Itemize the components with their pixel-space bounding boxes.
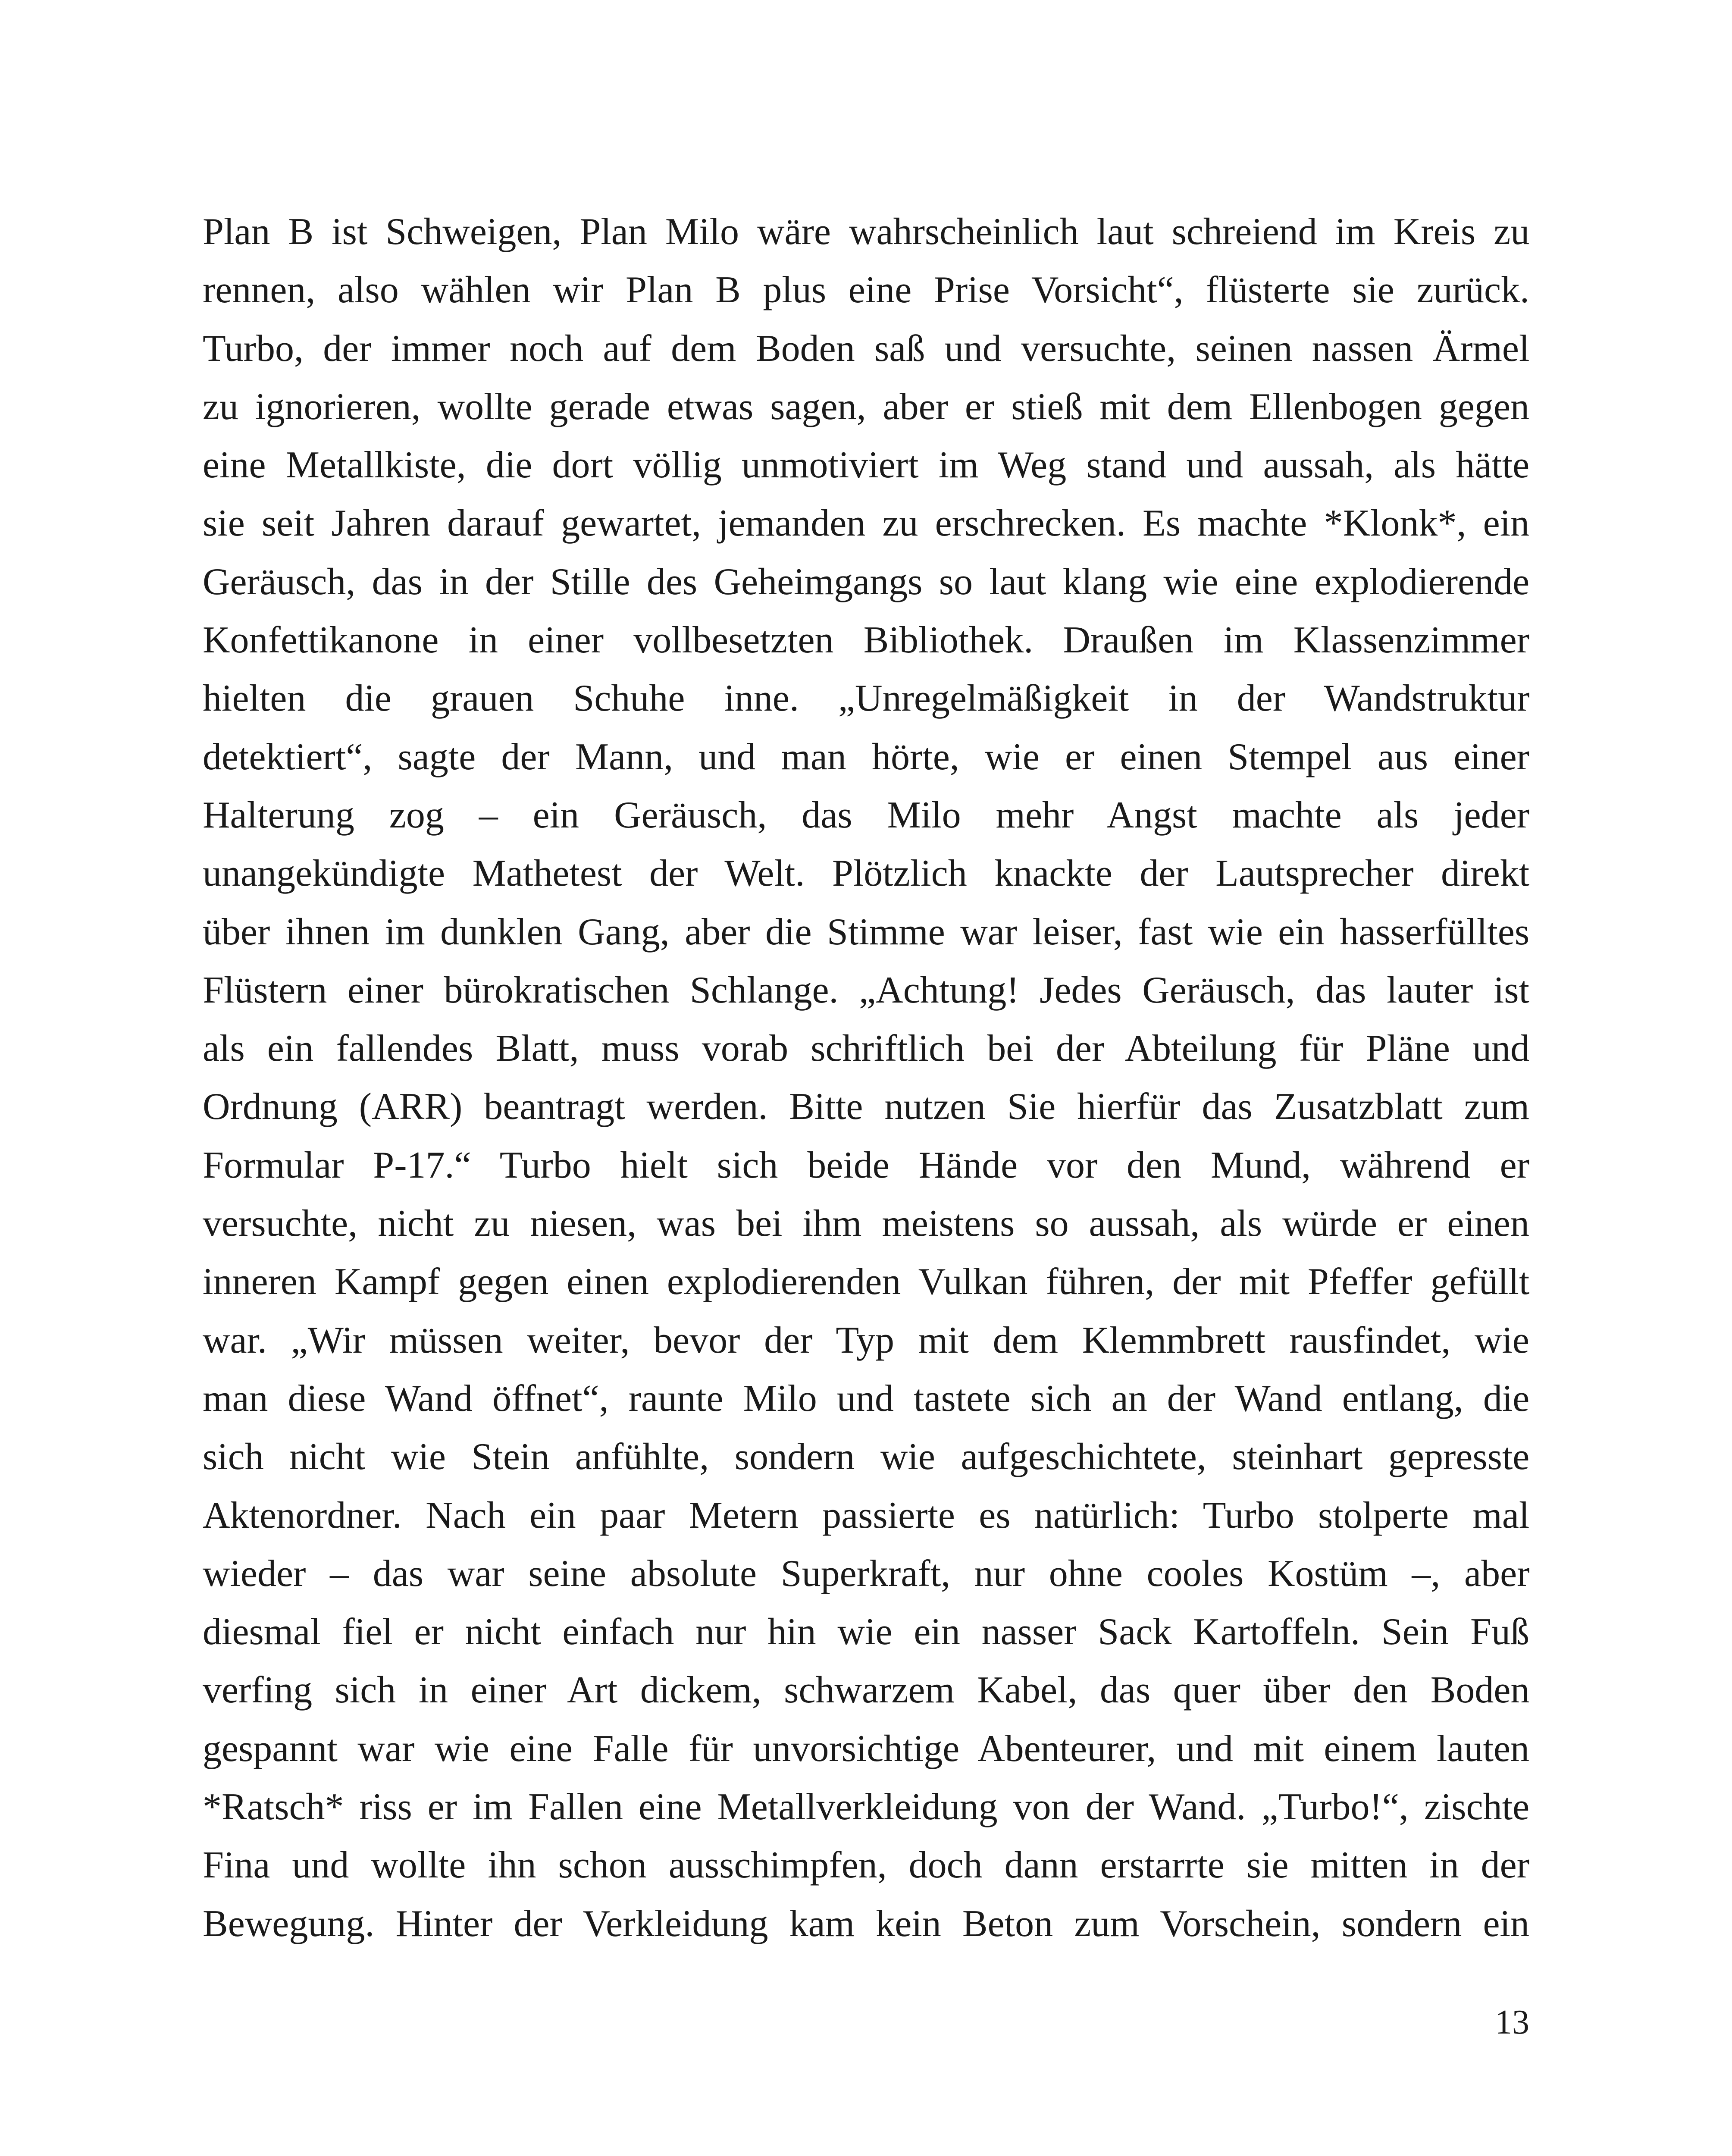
text-line: Konfettikanone in einer vollbesetzten Bibliothek. Draußen im Klassenzimmer	[203, 619, 1529, 661]
text-line: Halterung zog – ein Geräusch, das Milo mehr Angst machte als jeder	[203, 794, 1529, 836]
text-line: sich nicht wie Stein anfühlte, sondern wie aufgeschichtete, steinhart gepresste	[203, 1436, 1529, 1478]
text-line: diesmal fiel er nicht einfach nur hin wie ein nasser Sack Kartoffeln. Sein Fuß	[203, 1611, 1529, 1653]
body-text	[203, 203, 1529, 1953]
text-line: man diese Wand öffnet“, raunte Milo und tastete sich an der Wand entlang, die	[203, 1377, 1529, 1420]
text-line: wieder – das war seine absolute Superkraft, nur ohne cooles Kostüm –, aber	[203, 1552, 1529, 1595]
text-line: eine Metallkiste, die dort völlig unmotiviert im Weg stand und aussah, als hätte	[203, 444, 1529, 486]
text-line: verfing sich in einer Art dickem, schwarzem Kabel, das quer über den Boden	[203, 1669, 1529, 1711]
text-line: detektiert“, sagte der Mann, und man hörte, wie er einen Stempel aus einer	[203, 736, 1529, 778]
text-line: Fina und wollte ihn schon ausschimpfen, doch dann erstarrte sie mitten in der	[203, 1844, 1529, 1887]
text-line: Turbo, der immer noch auf dem Boden saß und versuchte, seinen nassen Ärmel	[203, 327, 1529, 370]
text-line: über ihnen im dunklen Gang, aber die Stimme war leiser, fast wie ein hasserfülltes	[203, 911, 1529, 953]
text-line: Aktenordner. Nach ein paar Metern passierte es natürlich: Turbo stolperte mal	[203, 1494, 1529, 1536]
text-line: Geräusch, das in der Stille des Geheimgangs so laut klang wie eine explodierende	[203, 561, 1529, 603]
page-number: 13	[1495, 2003, 1529, 2041]
text-line: inneren Kampf gegen einen explodierenden Vulkan führen, der mit Pfeffer gefüllt	[203, 1261, 1529, 1303]
text-line: Ordnung (ARR) beantragt werden. Bitte nutzen Sie hierfür das Zusatzblatt zum	[203, 1086, 1529, 1128]
text-line: versuchte, nicht zu niesen, was bei ihm meistens so aussah, als würde er einen	[203, 1203, 1529, 1245]
text-line: Plan B ist Schweigen, Plan Milo wäre wahrscheinlich laut schreiend im Kreis zu	[203, 211, 1529, 253]
text-line: als ein fallendes Blatt, muss vorab schriftlich bei der Abteilung für Pläne und	[203, 1028, 1529, 1070]
text-line: zu ignorieren, wollte gerade etwas sagen, aber er stieß mit dem Ellenbogen gegen	[203, 385, 1529, 428]
text-line: rennen, also wählen wir Plan B plus eine Prise Vorsicht“, flüsterte sie zurück.	[203, 269, 1529, 311]
text-line: unangekündigte Mathetest der Welt. Plötzlich knackte der Lautsprecher direkt	[203, 852, 1529, 895]
text-line: Formular P-17.“ Turbo hielt sich beide Hände vor den Mund, während er	[203, 1144, 1529, 1186]
text-line: gespannt war wie eine Falle für unvorsichtige Abenteurer, und mit einem lauten	[203, 1727, 1529, 1770]
text-line: Flüstern einer bürokratischen Schlange. „Achtung! Jedes Geräusch, das lauter ist	[203, 969, 1529, 1011]
text-line: hielten die grauen Schuhe inne. „Unregelmäßigkeit in der Wandstruktur	[203, 677, 1529, 720]
text-line: war. „Wir müssen weiter, bevor der Typ mit dem Klemmbrett rausfindet, wie	[203, 1319, 1529, 1361]
text-line: *Ratsch* riss er im Fallen eine Metallverkleidung von der Wand. „Turbo!“, zischte	[203, 1786, 1529, 1828]
text-line: Bewegung. Hinter der Verkleidung kam kein Beton zum Vorschein, sondern ein	[203, 1902, 1529, 1945]
text-line: sie seit Jahren darauf gewartet, jemanden zu erschrecken. Es machte *Klonk*, ein	[203, 502, 1529, 545]
